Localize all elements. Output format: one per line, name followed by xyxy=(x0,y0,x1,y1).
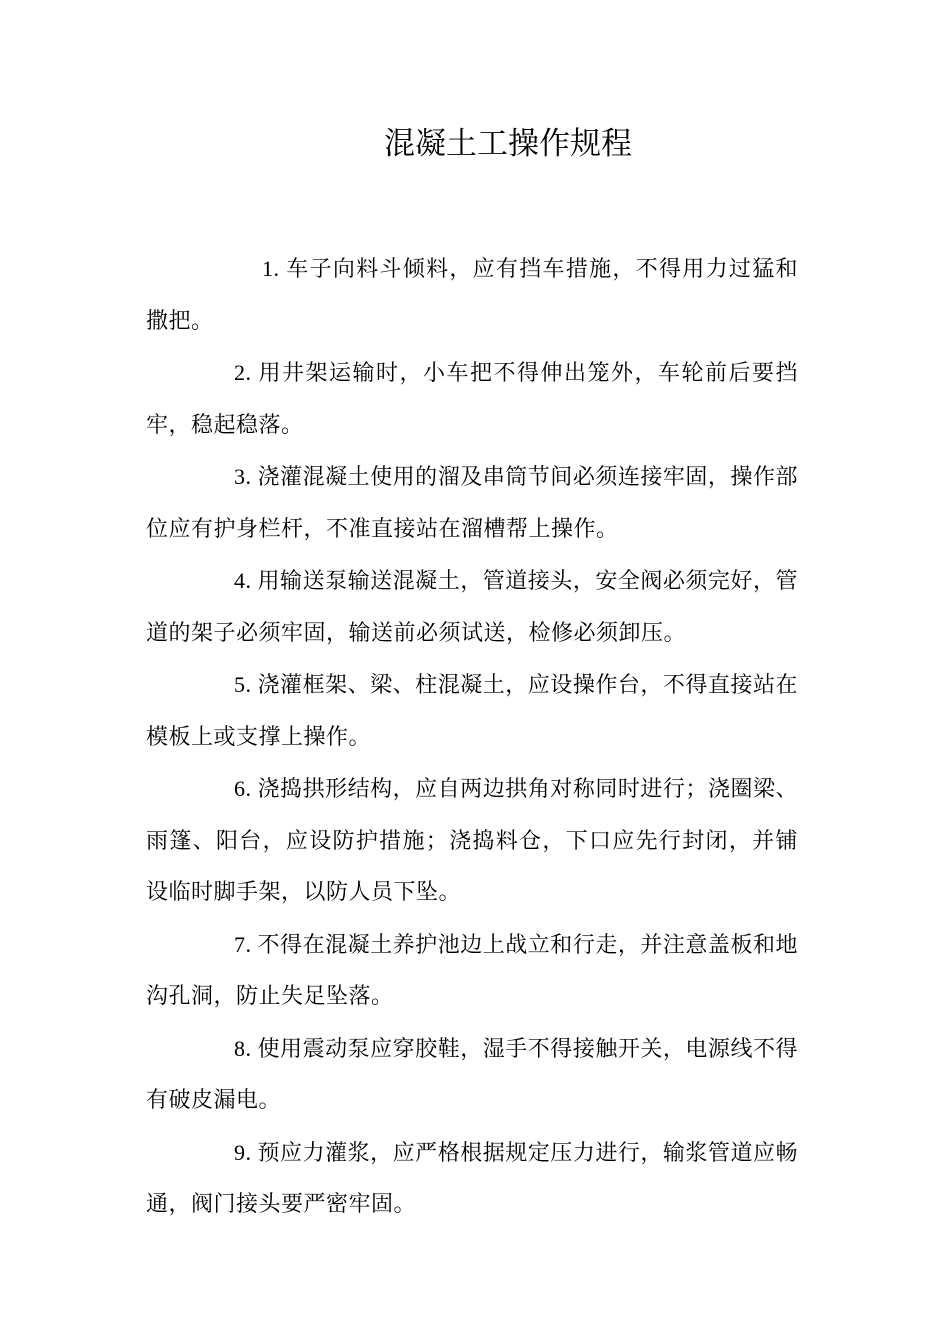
rule-number: 9. xyxy=(234,1139,258,1165)
rule-item-6 xyxy=(146,763,798,919)
rule-number: 3. xyxy=(234,464,258,489)
rule-number: 1. xyxy=(262,256,287,281)
rule-text: 浇捣拱形结构，应自两边拱角对称同时进行；浇圈梁、雨篷、阳台，应设防护措施；浇捣料仓，下口应先行封闭，并铺设临时脚手架，以防人员下坠。 xyxy=(146,777,798,905)
rule-text: 使用震动泵应穿胶鞋，湿手不得接触开关，电源线不得有破皮漏电。 xyxy=(146,1036,798,1113)
rule-item-8 xyxy=(146,1023,798,1127)
rule-item-3 xyxy=(146,451,798,555)
rule-number: 2. xyxy=(234,360,259,385)
rule-text: 预应力灌浆，应严格根据规定压力进行，输浆管道应畅通，阀门接头要严密牢固。 xyxy=(146,1140,798,1217)
document-body xyxy=(146,243,798,1231)
rule-text: 浇灌混凝土使用的溜及串筒节间必须连接牢固，操作部位应有护身栏杆，不准直接站在溜槽帮上操作。 xyxy=(146,465,798,542)
rule-item-4 xyxy=(146,555,798,659)
rule-number: 7. xyxy=(234,931,258,957)
rule-text: 不得在混凝土养护池边上战立和行走，并注意盖板和地沟孔洞，防止失足坠落。 xyxy=(146,932,798,1009)
rule-number: 8. xyxy=(234,1035,258,1061)
rule-text: 用井架运输时，小车把不得伸出笼外，车轮前后要挡牢，稳起稳落。 xyxy=(146,361,798,438)
rule-item-2 xyxy=(146,347,798,451)
rule-number: 6. xyxy=(234,776,258,801)
rule-number: 5. xyxy=(234,672,258,697)
rule-number: 4. xyxy=(234,568,258,593)
rule-text: 用输送泵输送混凝土，管道接头，安全阀必须完好，管道的架子必须牢固，输送前必须试送，检修必须卸压。 xyxy=(146,569,798,646)
rule-text: 车子向料斗倾料，应有挡车措施，不得用力过猛和撒把。 xyxy=(146,257,798,334)
rule-item-9 xyxy=(146,1127,798,1231)
page-title: 混凝土工操作规程 xyxy=(384,126,632,162)
rule-item-5 xyxy=(146,659,798,763)
rule-text: 浇灌框架、梁、柱混凝土，应设操作台，不得直接站在模板上或支撑上操作。 xyxy=(146,673,798,750)
rule-item-7 xyxy=(146,919,798,1023)
rule-item-1 xyxy=(146,243,798,347)
